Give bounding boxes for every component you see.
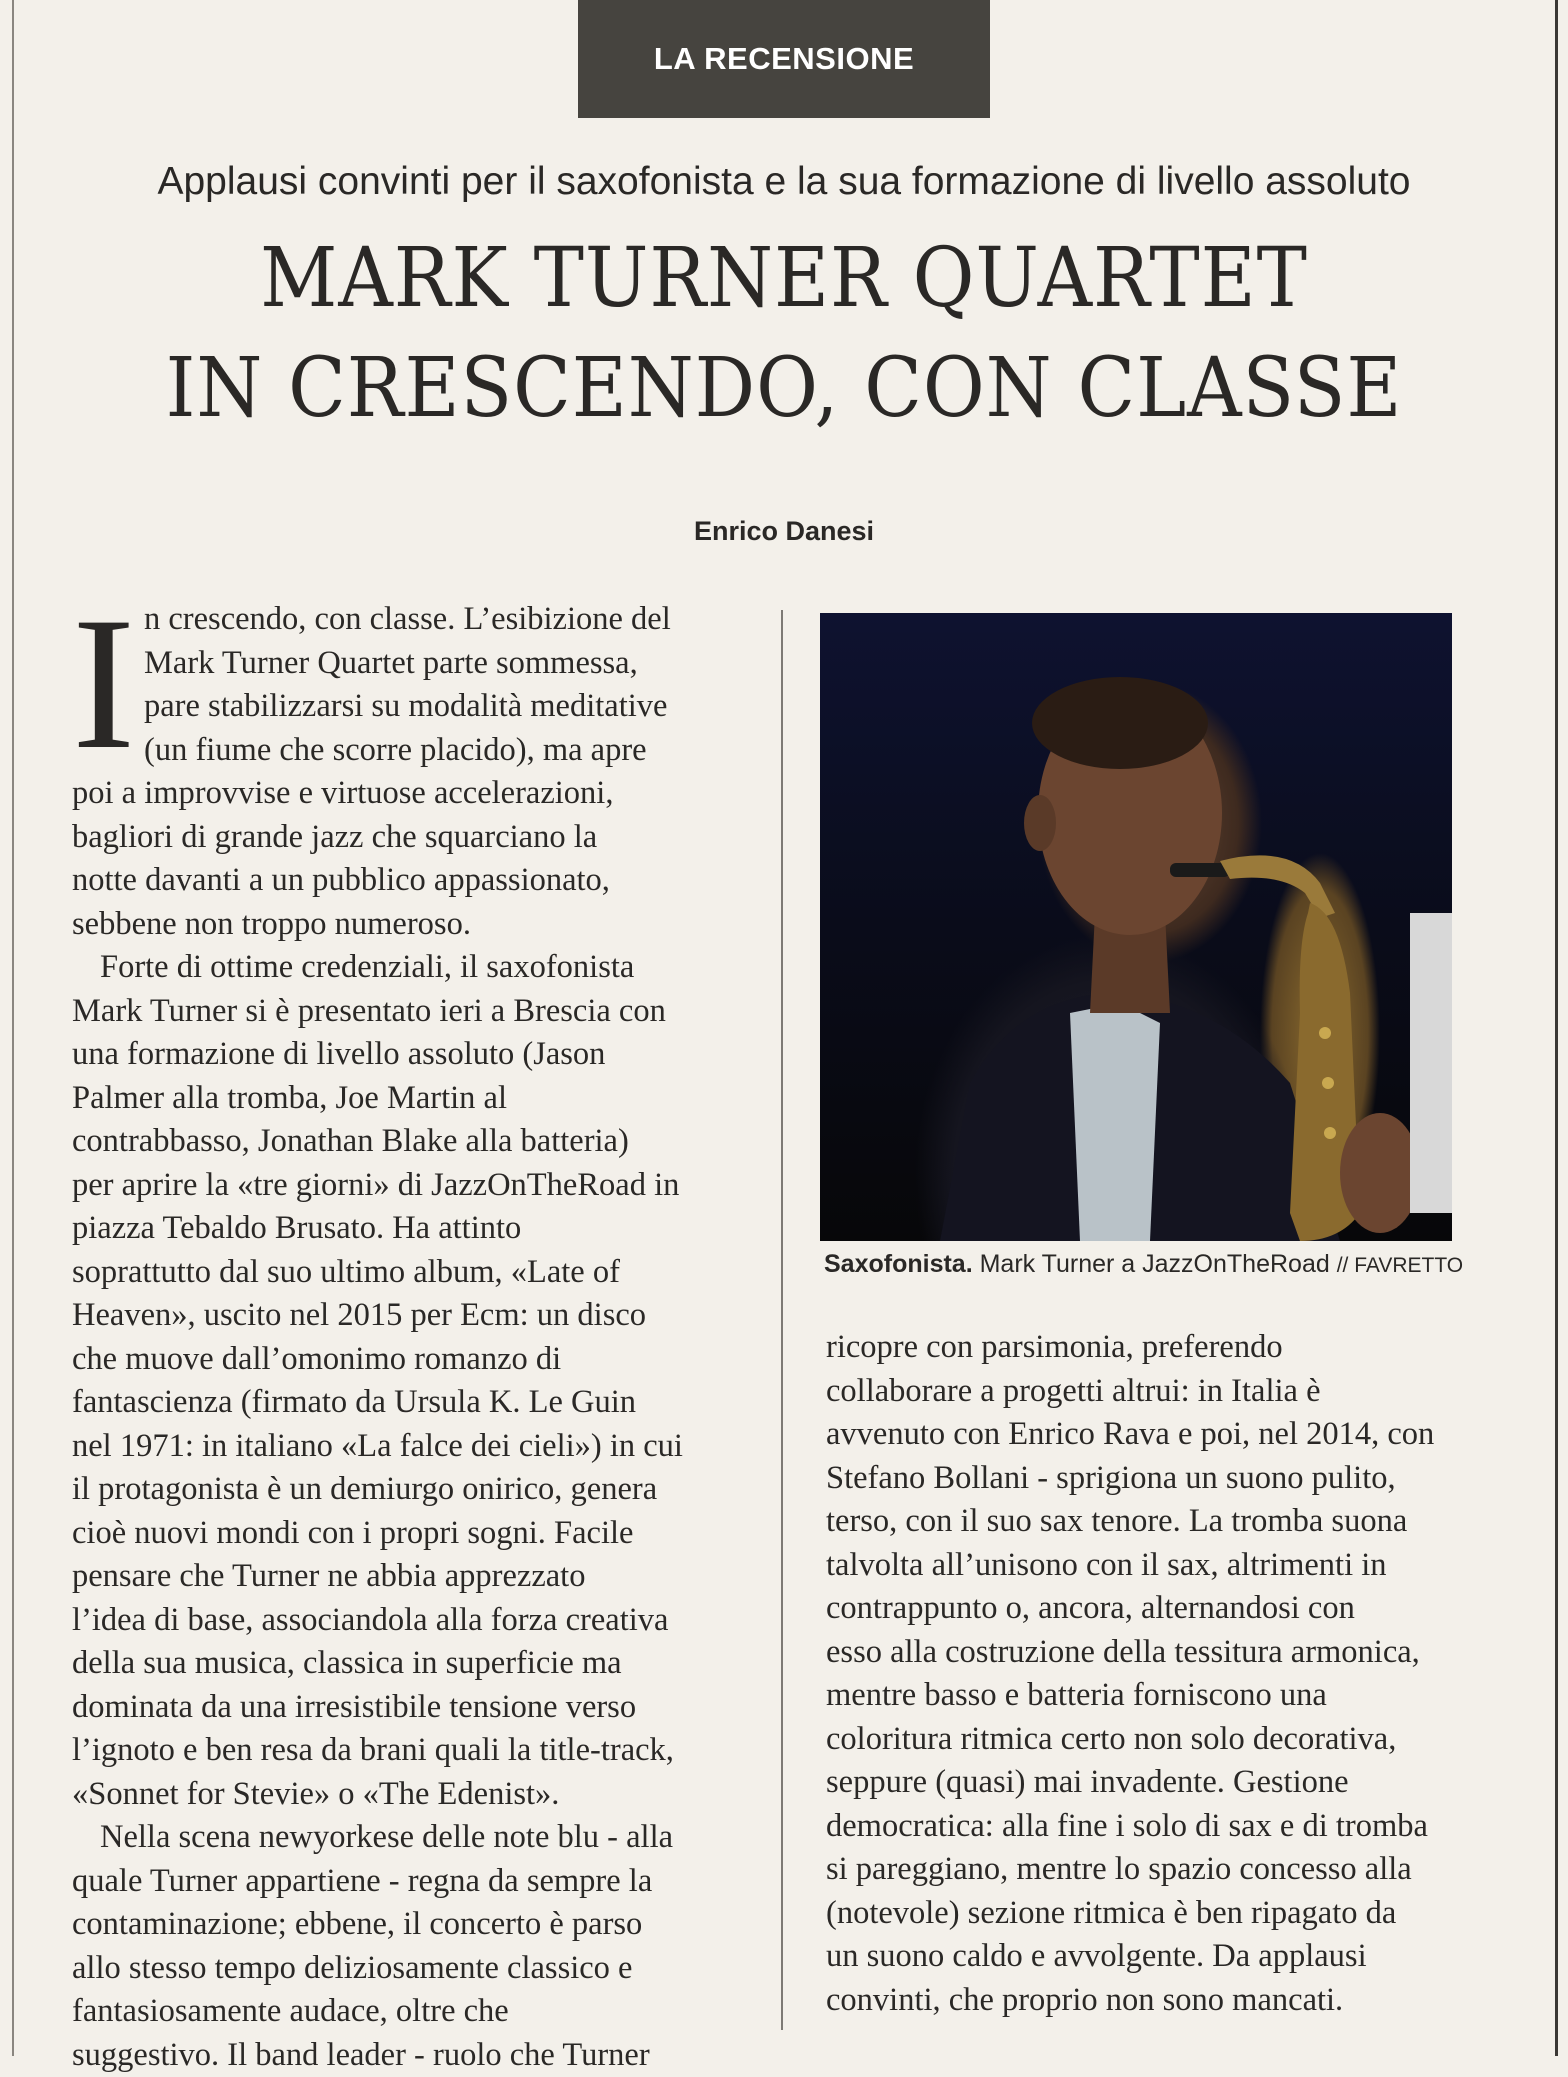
text-line: coloritura ritmica certo non solo decorativa, [826, 1718, 1486, 1762]
text-line: per aprire la «tre giorni» di JazzOnTheRoad in [72, 1164, 752, 1208]
text-line: seppure (quasi) mai invadente. Gestione [826, 1761, 1486, 1805]
text-line: cioè nuovi mondi con i propri sogni. Facile [72, 1512, 752, 1556]
text-line: bagliori di grande jazz che squarciano la [72, 816, 752, 860]
drop-cap: I [72, 604, 135, 764]
caption-credit: // FAVRETTO [1337, 1254, 1463, 1277]
text-line: sebbene non troppo numeroso. [72, 903, 752, 947]
text-line: democratica: alla fine i solo di sax e di tromba [826, 1805, 1486, 1849]
article-subtitle: Applausi convinti per il saxofonista e la sua formazione di livello assoluto [0, 160, 1568, 204]
text-line: mentre basso e batteria forniscono una [826, 1674, 1486, 1718]
text-line: avvenuto con Enrico Rava e poi, nel 2014, con [826, 1413, 1486, 1457]
text-line: una formazione di livello assoluto (Jason [72, 1033, 752, 1077]
text-line: Stefano Bollani - sprigiona un suono pulito, [826, 1457, 1486, 1501]
text-line: allo stesso tempo deliziosamente classico e [72, 1947, 752, 1991]
text-line: n crescendo, con classe. L’esibizione del [72, 598, 752, 642]
text-line: contaminazione; ebbene, il concerto è parso [72, 1903, 752, 1947]
text-line: poi a improvvise e virtuose accelerazioni, [72, 772, 752, 816]
text-line: Forte di ottime credenziali, il saxofonista [72, 946, 752, 990]
text-line: nel 1971: in italiano «La falce dei cieli») in cui [72, 1425, 752, 1469]
text-line: ricopre con parsimonia, preferendo [826, 1326, 1486, 1370]
page-edge-line-left [12, 0, 14, 2056]
text-line: collaborare a progetti altrui: in Italia è [826, 1370, 1486, 1414]
text-line: piazza Tebaldo Brusato. Ha attinto [72, 1207, 752, 1251]
headline-line-1: MARK TURNER QUARTET [63, 224, 1506, 334]
text-line: quale Turner appartiene - regna da sempre la [72, 1860, 752, 1904]
text-line: fantascienza (firmato da Ursula K. Le Guin [72, 1381, 752, 1425]
text-line: contrabbasso, Jonathan Blake alla batteria) [72, 1120, 752, 1164]
text-line: fantasiosamente audace, oltre che [72, 1990, 752, 2034]
caption-label: Saxofonista. [824, 1250, 973, 1278]
text-line: talvolta all’unisono con il sax, altrimenti in [826, 1544, 1486, 1588]
article-column-left [72, 598, 752, 2077]
text-line: terso, con il suo sax tenore. La tromba suona [826, 1500, 1486, 1544]
text-line: «Sonnet for Stevie» o «The Edenist». [72, 1773, 752, 1817]
text-line: contrappunto o, ancora, alternandosi con [826, 1587, 1486, 1631]
text-line: che muove dall’omonimo romanzo di [72, 1338, 752, 1382]
text-line: suggestivo. Il band leader - ruolo che Turner [72, 2034, 752, 2077]
text-line: l’idea di base, associandola alla forza creativa [72, 1599, 752, 1643]
drop-cap-paragraph [72, 598, 752, 772]
text-line: esso alla costruzione della tessitura armonica, [826, 1631, 1486, 1675]
text-line: (notevole) sezione ritmica è ben ripagato da [826, 1892, 1486, 1936]
article-column-right [826, 1326, 1486, 2022]
text-line: dominata da una irresistibile tensione verso [72, 1686, 752, 1730]
page-edge-line-right [1555, 0, 1558, 2056]
text-line: pare stabilizzarsi su modalità meditative [72, 685, 752, 729]
headline-line-2: IN CRESCENDO, CON CLASSE [63, 334, 1506, 444]
text-line: della sua musica, classica in superficie ma [72, 1642, 752, 1686]
text-line: notte davanti a un pubblico appassionato, [72, 859, 752, 903]
text-line: convinti, che proprio non sono mancati. [826, 1979, 1486, 2023]
text-line: Palmer alla tromba, Joe Martin al [72, 1077, 752, 1121]
article-photo [820, 613, 1452, 1241]
text-line: pensare che Turner ne abbia apprezzato [72, 1555, 752, 1599]
photo-caption [824, 1250, 1464, 1279]
text-line: l’ignoto e ben resa da brani quali la title-track, [72, 1729, 752, 1773]
text-line: Heaven», uscito nel 2015 per Ecm: un disco [72, 1294, 752, 1338]
text-line: Nella scena newyorkese delle note blu - alla [72, 1816, 752, 1860]
text-line: soprattutto dal suo ultimo album, «Late of [72, 1251, 752, 1295]
byline: Enrico Danesi [0, 516, 1568, 547]
text-line: Mark Turner Quartet parte sommessa, [72, 642, 752, 686]
section-kicker: LA RECENSIONE [578, 0, 990, 118]
text-line: si pareggiano, mentre lo spazio concesso alla [826, 1848, 1486, 1892]
column-divider [781, 610, 783, 2030]
article-headline [63, 224, 1506, 444]
text-line: il protagonista è un demiurgo onirico, genera [72, 1468, 752, 1512]
text-line: (un fiume che scorre placido), ma apre [72, 729, 752, 773]
text-line: un suono caldo e avvolgente. Da applausi [826, 1935, 1486, 1979]
caption-text: Mark Turner a JazzOnTheRoad [980, 1250, 1330, 1278]
saxophonist-illustration [820, 613, 1452, 1241]
text-line: Mark Turner si è presentato ieri a Brescia con [72, 990, 752, 1034]
